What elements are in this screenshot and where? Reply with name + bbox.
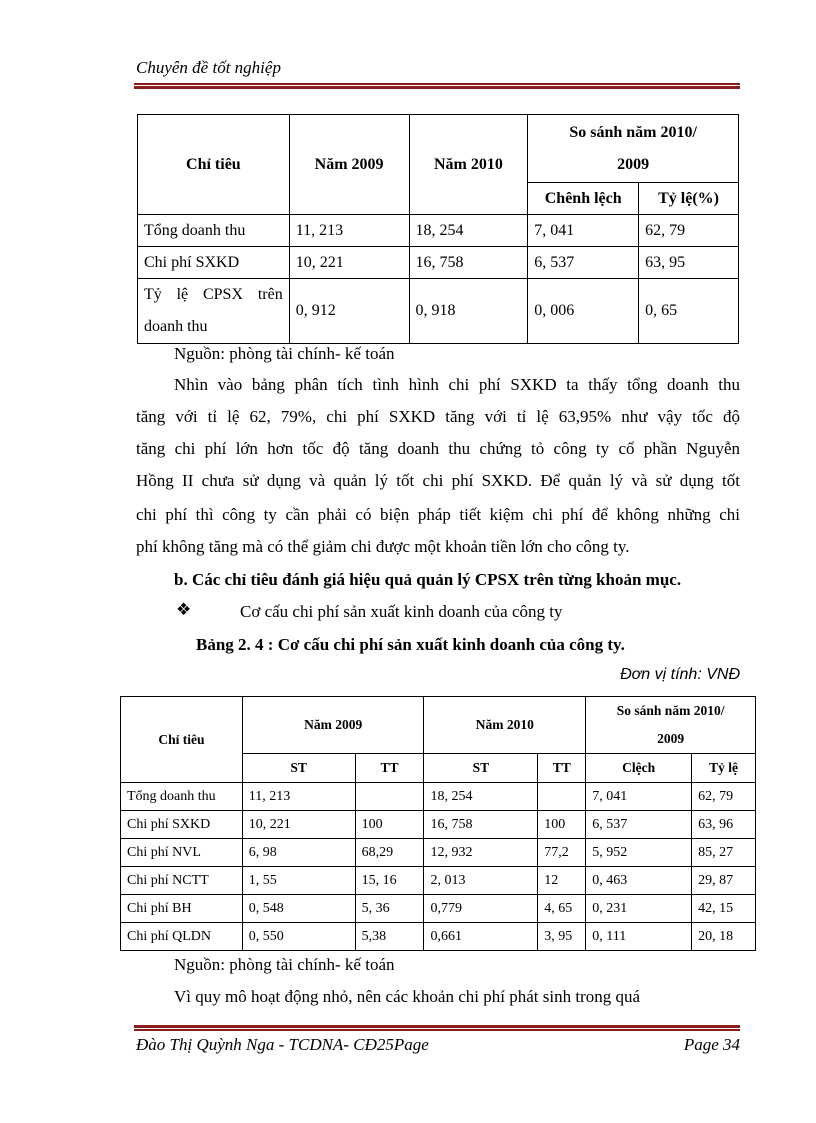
row-label: Chi phí NCTT [121, 867, 243, 895]
cell-diff: 7, 041 [528, 215, 639, 247]
row-label-line1: Tỷ lệ CPSX trên [144, 286, 283, 303]
footer-page-number: Page 34 [683, 1035, 740, 1054]
cell-2009: 11, 213 [289, 215, 409, 247]
table-row [138, 215, 739, 247]
footer-rule [134, 1025, 740, 1031]
cell-tt-2010: 3, 95 [538, 923, 586, 951]
cell-st-2010: 2, 013 [424, 867, 538, 895]
cell-tt-2009: 5, 36 [355, 895, 424, 923]
table2-header-2010: Năm 2010 [424, 697, 586, 754]
cell-tt-2010: 4, 65 [538, 895, 586, 923]
table1-compare-line2: 2009 [617, 155, 650, 173]
cell-2009: 10, 221 [289, 247, 409, 279]
cell-st-2010: 18, 254 [424, 783, 538, 811]
cell-st-2009: 0, 550 [242, 923, 355, 951]
table2-compare-line2: 2009 [657, 731, 685, 746]
cell-tt-2010 [538, 783, 586, 811]
cell-diff: 6, 537 [528, 247, 639, 279]
cell-ratio: 62, 79 [639, 215, 739, 247]
row-label: Chi phí SXKD [138, 247, 290, 279]
cell-st-2009: 10, 221 [242, 811, 355, 839]
cell-tt-2010: 12 [538, 867, 586, 895]
footer-author: Đào Thị Quỳnh Nga - TCDNA- CĐ25Page [136, 1035, 429, 1054]
table1-header-2009: Năm 2009 [289, 115, 409, 215]
cell-diff: 0, 463 [586, 867, 692, 895]
table-row [121, 867, 756, 895]
table2-caption: Bảng 2. 4 : Cơ cấu chi phí sản xuất kinh doanh của công ty. [196, 635, 625, 654]
row-label: Chi phí QLDN [121, 923, 243, 951]
section-b-heading: b. Các chỉ tiêu đánh giá hiệu quả quản lý CPSX trên từng khoản mục. [174, 570, 682, 589]
row-label: Chi phí SXKD [121, 811, 243, 839]
cell-st-2009: 11, 213 [242, 783, 355, 811]
table-row [121, 923, 756, 951]
cell-st-2010: 12, 932 [424, 839, 538, 867]
cell-2010: 16, 758 [409, 247, 528, 279]
cell-ratio: 63, 96 [692, 811, 756, 839]
row-label-line2: doanh thu [144, 318, 208, 335]
row-label: Tổng doanh thu [138, 215, 290, 247]
table1-header-ratio: Tỷ lệ(%) [639, 183, 739, 215]
cell-st-2009: 1, 55 [242, 867, 355, 895]
table2-header-tt-2009: TT [355, 754, 424, 783]
row-label [138, 279, 290, 344]
cell-tt-2009: 100 [355, 811, 424, 839]
table1-compare-line1: So sánh năm 2010/ [569, 123, 697, 141]
cell-tt-2010: 77,2 [538, 839, 586, 867]
cell-ratio: 29, 87 [692, 867, 756, 895]
row-label: Tổng doanh thu [121, 783, 243, 811]
paragraph1-line1: Nhìn vào bảng phân tích tình hình chi phí SXKD ta thấy tổng doanh thu [174, 375, 740, 394]
table-row [121, 839, 756, 867]
cell-st-2010: 0,661 [424, 923, 538, 951]
table-row [121, 895, 756, 923]
cost-analysis-table [137, 114, 739, 344]
cell-2010: 18, 254 [409, 215, 528, 247]
cell-tt-2009: 5,38 [355, 923, 424, 951]
table1-header-compare [528, 115, 739, 183]
cell-2010: 0, 918 [409, 279, 528, 344]
cell-tt-2009: 15, 16 [355, 867, 424, 895]
cell-ratio: 20, 18 [692, 923, 756, 951]
table1-header-diff: Chênh lệch [528, 183, 639, 215]
cell-st-2009: 0, 548 [242, 895, 355, 923]
table1-header-indicator: Chỉ tiêu [138, 115, 290, 215]
bullet-text: Cơ cấu chi phí sản xuất kinh doanh của công ty [240, 602, 563, 621]
table2-header-indicator: Chỉ tiêu [121, 697, 243, 783]
paragraph1-line6: phí không tăng mà có thể giảm chi được một khoản tiền lớn cho công ty. [136, 537, 630, 556]
paragraph1-line3: tăng chi phí lớn hơn tốc độ tăng doanh thu chứng tỏ công ty cổ phần Nguyễn [136, 439, 740, 458]
cell-tt-2010: 100 [538, 811, 586, 839]
cell-diff: 6, 537 [586, 811, 692, 839]
table2-header-st-2009: ST [242, 754, 355, 783]
cell-tt-2009 [355, 783, 424, 811]
table-row [138, 279, 739, 344]
cost-structure-table [120, 696, 756, 951]
unit-label: Đơn vị tính: VNĐ [620, 666, 740, 683]
table2-header-compare [586, 697, 756, 754]
cell-2009: 0, 912 [289, 279, 409, 344]
cell-ratio: 85, 27 [692, 839, 756, 867]
header-title: Chuyên đề tốt nghiệp [136, 58, 281, 77]
cell-diff: 7, 041 [586, 783, 692, 811]
paragraph1-line2: tăng với tỉ lệ 62, 79%, chi phí SXKD tăng với tỉ lệ 63,95% như vậy tốc độ [136, 407, 740, 426]
table1-header-2010: Năm 2010 [409, 115, 528, 215]
cell-st-2009: 6, 98 [242, 839, 355, 867]
cell-ratio: 63, 95 [639, 247, 739, 279]
table2-header-tt-2010: TT [538, 754, 586, 783]
table2-compare-line1: So sánh năm 2010/ [616, 703, 725, 718]
source-note-2: Nguồn: phòng tài chính- kế toán [174, 955, 395, 974]
table2-header-2009: Năm 2009 [242, 697, 424, 754]
cell-ratio: 42, 15 [692, 895, 756, 923]
source-note-1: Nguồn: phòng tài chính- kế toán [174, 344, 395, 363]
row-label: Chi phí BH [121, 895, 243, 923]
paragraph1-line4: Hồng II chưa sử dụng và quản lý tốt chi phí SXKD. Để quản lý và sử dụng tốt [136, 471, 740, 490]
table2-header-ratio: Tỷ lệ [692, 754, 756, 783]
paragraph2-line1: Vì quy mô hoạt động nhỏ, nên các khoản chi phí phát sinh trong quá [174, 987, 640, 1006]
cell-diff: 0, 111 [586, 923, 692, 951]
paragraph1-line5: chi phí thì công ty cần phải có biện pháp tiết kiệm chi phí để không những chi [136, 505, 740, 524]
header-rule [134, 83, 740, 89]
cell-diff: 5, 952 [586, 839, 692, 867]
cell-st-2010: 16, 758 [424, 811, 538, 839]
cell-ratio: 0, 65 [639, 279, 739, 344]
table2-header-st-2010: ST [424, 754, 538, 783]
table-row [121, 811, 756, 839]
cell-tt-2009: 68,29 [355, 839, 424, 867]
row-label: Chi phí NVL [121, 839, 243, 867]
table2-header-diff: Clệch [586, 754, 692, 783]
cell-diff: 0, 231 [586, 895, 692, 923]
table-row [121, 783, 756, 811]
cell-diff: 0, 006 [528, 279, 639, 344]
table-row [138, 247, 739, 279]
cell-ratio: 62, 79 [692, 783, 756, 811]
cell-st-2010: 0,779 [424, 895, 538, 923]
bullet-diamond-icon: ❖ [176, 600, 192, 619]
